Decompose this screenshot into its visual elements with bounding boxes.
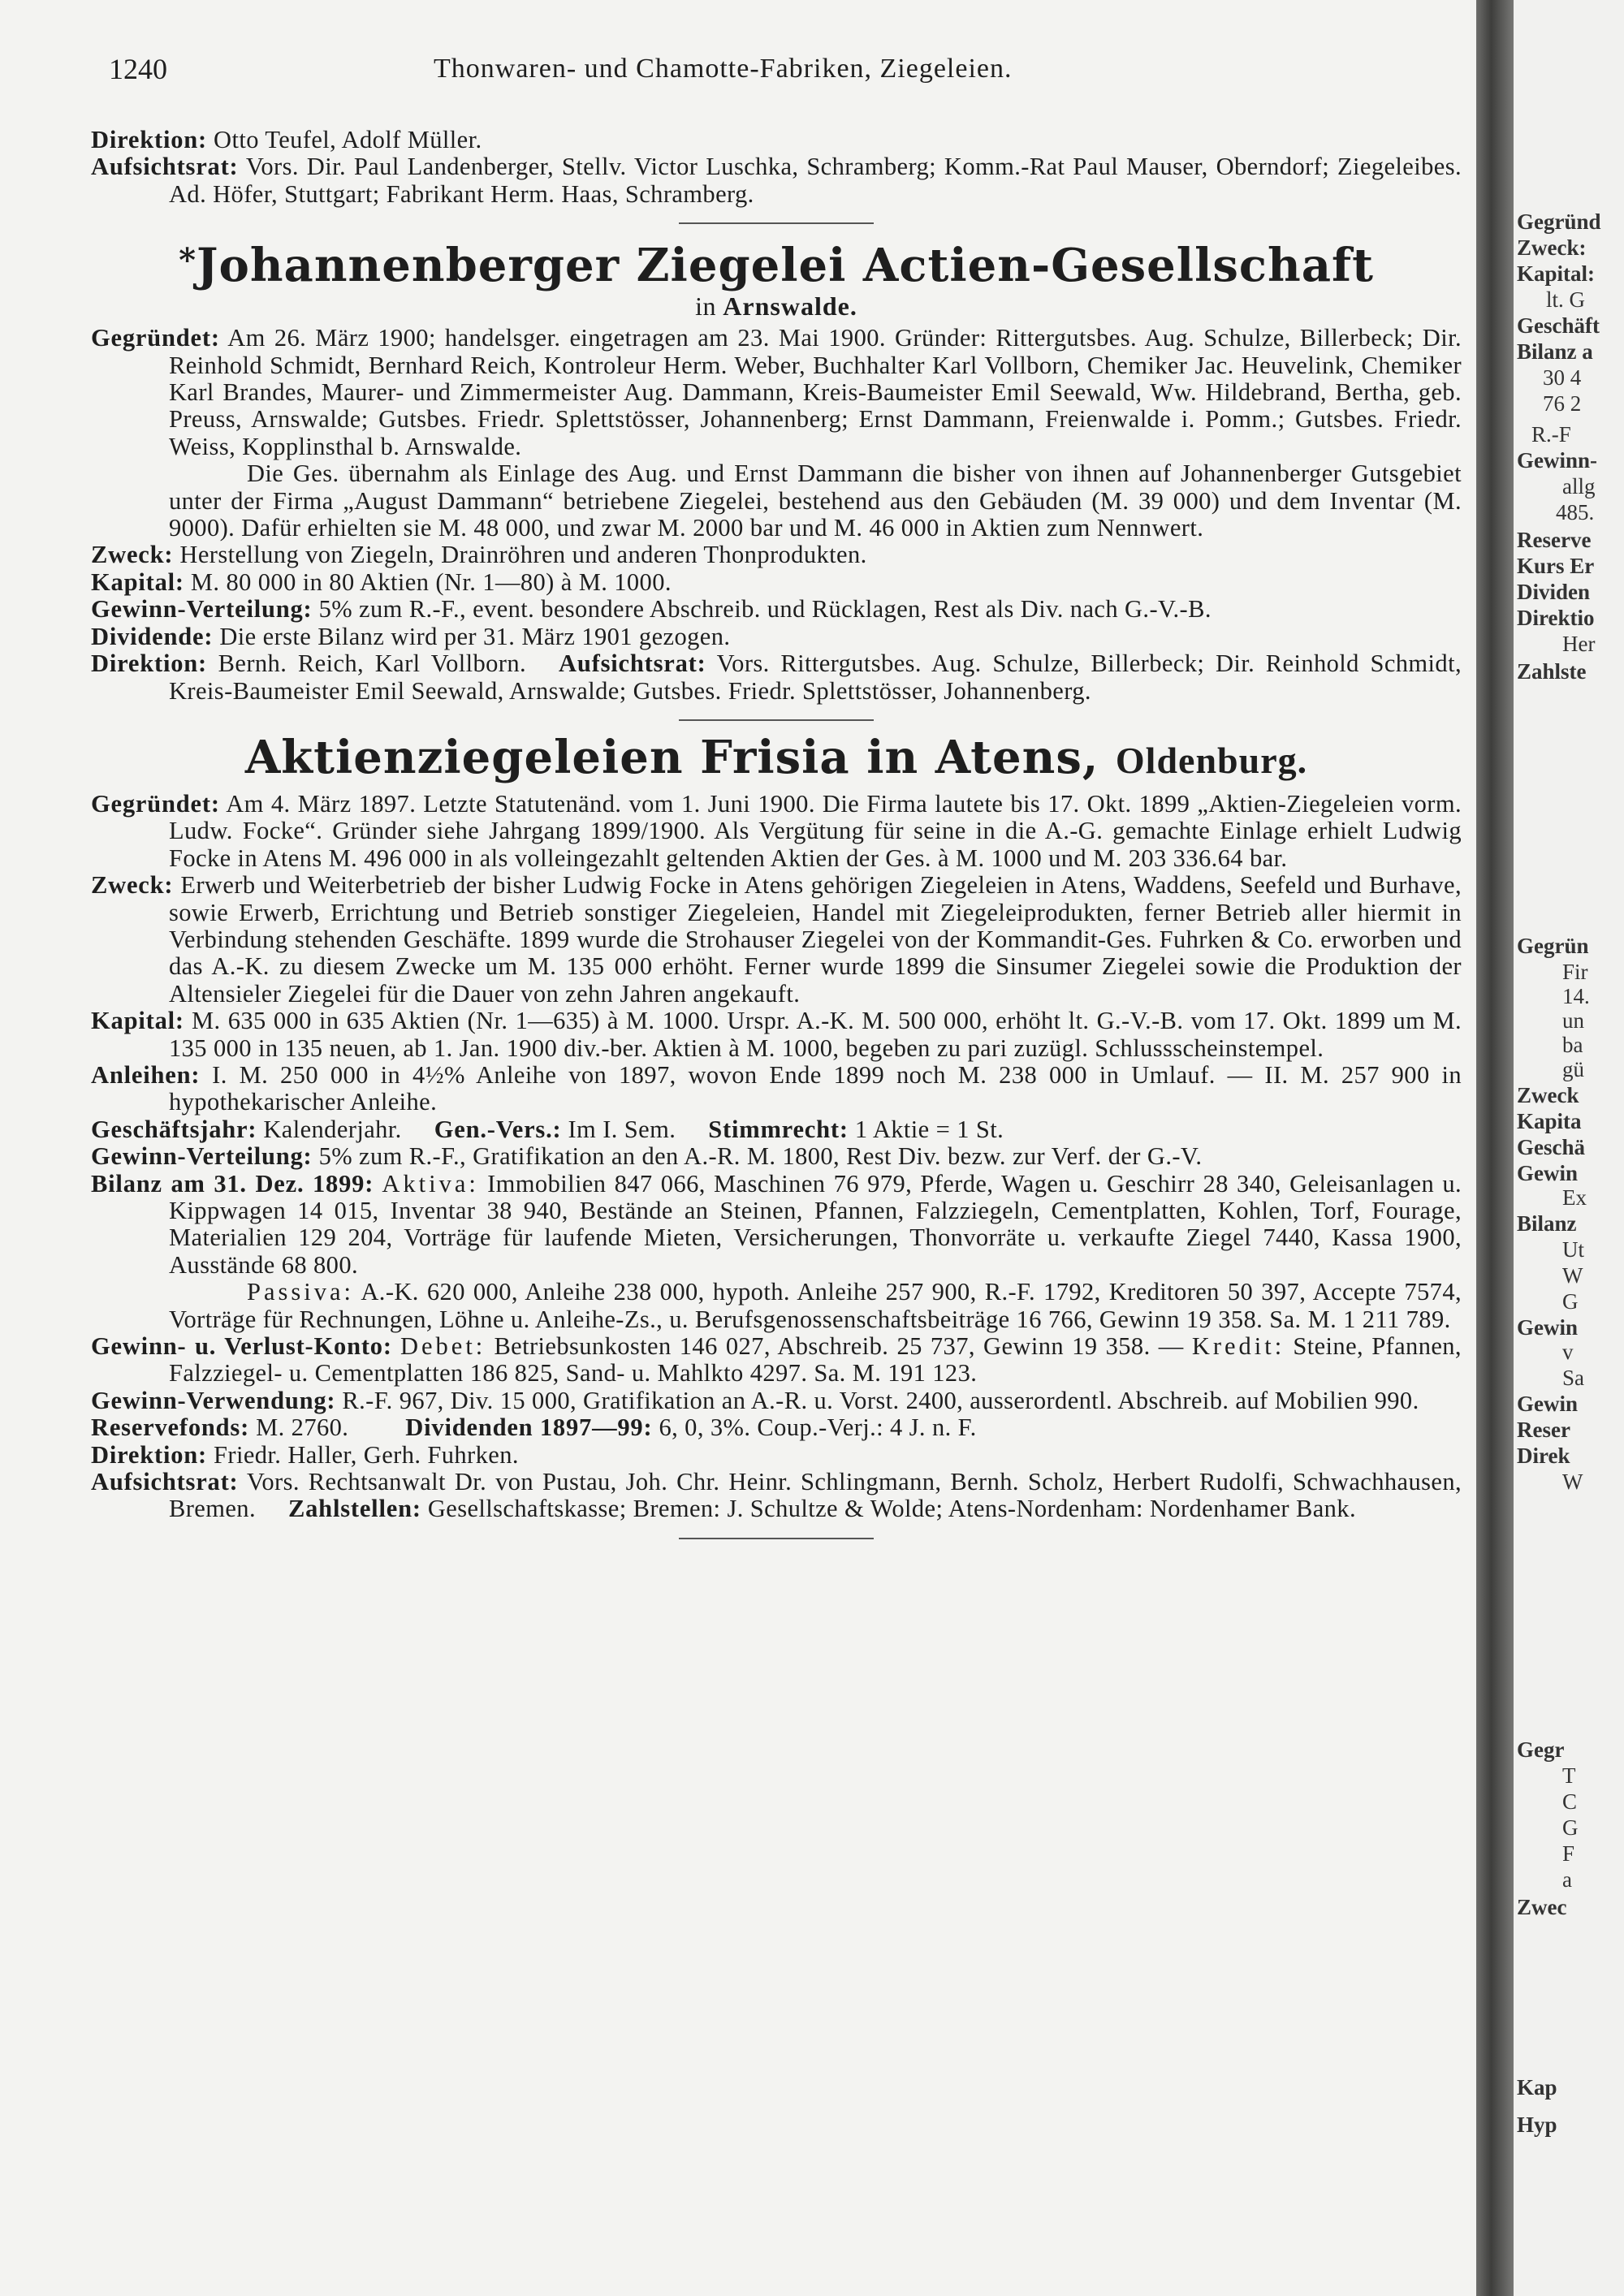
facing-page-fragment: Gegr xyxy=(1517,1737,1565,1762)
facing-page-fragment: W xyxy=(1562,1263,1583,1288)
field-label: Aufsichtsrat: xyxy=(91,153,239,181)
facing-page-fragment: allg xyxy=(1562,474,1596,498)
company-title xyxy=(91,235,1462,291)
gegruendet-entry xyxy=(91,791,1462,872)
facing-page-fragment: Gewin xyxy=(1517,1161,1579,1185)
dividende-entry xyxy=(91,624,1462,650)
field-text: Herstellung von Ziegeln, Drainröhren und anderen Thonprodukten. xyxy=(179,541,867,569)
facing-page-fragment: 485. xyxy=(1556,500,1595,524)
company-region: Oldenburg. xyxy=(1115,739,1308,781)
field-label: Gegründet: xyxy=(91,324,220,352)
facing-page-fragment: Hyp xyxy=(1517,2113,1557,2137)
kredit-label: Kredit: xyxy=(1191,1332,1285,1361)
facing-page-fragment: Bilanz xyxy=(1517,1211,1577,1236)
einlage-paragraph xyxy=(91,460,1462,542)
book-gutter xyxy=(1476,0,1514,2296)
facing-page-fragment: Fir xyxy=(1562,960,1588,984)
facing-page-fragment: Bilanz a xyxy=(1517,339,1593,364)
aufsichtsrat-entry xyxy=(91,153,1462,208)
running-title: Thonwaren- und Chamotte-Fabriken, Ziegeleien. xyxy=(434,54,1013,84)
facing-page-fragment: C xyxy=(1562,1789,1578,1814)
facing-page-fragment: Kapita xyxy=(1517,1109,1582,1133)
company-name: Johannenberger Ziegelei Actien-Gesellschaft xyxy=(196,239,1374,293)
bilanz-entry xyxy=(91,1171,1462,1280)
facing-page-fragment: Zahlste xyxy=(1517,659,1587,684)
facing-page-fragment: Reser xyxy=(1517,1418,1570,1442)
company-place xyxy=(91,291,1462,322)
direktion-entry xyxy=(91,1442,1462,1469)
field-label: Gewinn-Verteilung: xyxy=(91,1142,313,1171)
facing-page-fragment: Geschäft xyxy=(1517,313,1600,338)
field-label: Gewinn- u. Verlust-Konto: xyxy=(91,1332,392,1361)
field-text: Vors. Dir. Paul Landenberger, Stellv. Victor Luschka, Schramberg; Komm.-Rat Paul Mauser, Oberndorf; Ziegeleibes. Ad. Höfer, Stuttgart; Fabrikant Herm. Haas, Schramberg. xyxy=(169,153,1462,208)
facing-page-fragment: 76 2 xyxy=(1543,391,1582,416)
facing-page-edge xyxy=(1514,0,1624,2296)
facing-page-fragment: 14. xyxy=(1562,984,1590,1008)
facing-page-fragment: G xyxy=(1562,1815,1579,1840)
facing-page-fragment: Zwec xyxy=(1517,1895,1567,1919)
field-text: Die Ges. übernahm als Einlage des Aug. und Ernst Dammann die bisher von ihnen auf Johannenberger Gutsgebiet unter der Firma „August Dammann“ betriebene Ziegelei, bestehend aus den Gebäuden (M. 39 000) und dem Inventar (M. 9000). Dafür erhielten sie M. 48 000, und zwar M. 2000 bar und M. 46 000 in Aktien zum Nennwert. xyxy=(169,460,1462,542)
facing-page-fragment: Kapital: xyxy=(1517,261,1596,286)
anleihen-entry xyxy=(91,1062,1462,1116)
field-label: Aufsichtsrat: xyxy=(91,1468,239,1496)
field-label: Gegründet: xyxy=(91,789,220,818)
field-text: R.-F. 967, Div. 15 000, Gratifikation an A.-R. u. Vorst. 2400, ausserordentl. Abschreib. auf Mobilien 990. xyxy=(342,1386,1419,1414)
company-name: Aktienziegeleien Frisia in Atens, xyxy=(244,730,1099,784)
field-label: Dividende: xyxy=(91,622,214,650)
page-content xyxy=(91,127,1462,1551)
field-text: Am 26. März 1900; handelsger. eingetragen am 23. Mai 1900. Gründer: Rittergutsbes. Aug. Schulze, Billerbeck; Dir. Reinhold Schmidt, Bernhard Reich, Kontroleur Herm. Weber, Buchhalter Karl Vollborn, Chemiker Jac. Heuvelink, Chemiker Karl Brandes, Maurer- und Zimmermeister Aug. Dammann, Kreis-Baumeister Emil Seewald, Ww. Hildebrand, Bertha, geb. Preuss, Arnswalde; Gutsbes. Friedr. Splettstösser, Johannenberg; Ernst Dammann, Freienwalde i. Pomm.; Gutsbes. Friedr. Weiss, Kopplinsthal b. Arnswalde. xyxy=(169,324,1462,460)
company-frisia xyxy=(91,732,1462,1523)
previous-company-tail xyxy=(91,127,1462,208)
aktiva-label: Aktiva: xyxy=(382,1169,479,1198)
field-text: I. M. 250 000 in 4½% Anleihe von 1897, wovon Ende 1899 noch M. 238 000 in Umlauf. — II. M. 257 900 in hypothekarischer Anleihe. xyxy=(169,1060,1462,1116)
field-text: Vors. Rechtsanwalt Dr. von Pustau, Joh. Chr. Heinr. Schlingmann, Bernh. Scholz, Herbert Rudolfi, Schwachhausen, Bremen. xyxy=(169,1468,1462,1523)
field-text: Immobilien 847 066, Maschinen 76 979, Pferde, Wagen u. Geschirr 28 340, Geleisanlagen u. Kippwagen 14 015, Inventar 38 940, Bestände an Steinen, Pfannen, Falzziegeln, Cementplatten, Kohlen, Torf, Fourage, Materialien 129 204, Vorträge für laufende Mieten, Versicherungen, Thonvorräte u. verkaufte Ziegel 7440, Kassa 1900, Ausstände 68 800. xyxy=(169,1169,1462,1279)
passiva-label: Passiva: xyxy=(247,1278,354,1306)
field-label: Stimmrecht: xyxy=(708,1115,849,1143)
field-text: M. 2760. xyxy=(256,1413,349,1442)
company-johannenberger xyxy=(91,235,1462,705)
passiva-paragraph xyxy=(91,1279,1462,1333)
field-label: Gewinn-Verteilung: xyxy=(91,595,313,624)
facing-page-fragment: Geschä xyxy=(1517,1135,1585,1159)
field-text: Otto Teufel, Adolf Müller. xyxy=(214,126,482,153)
aufsichtsrat-entry xyxy=(91,1469,1462,1523)
field-label: Reservefonds: xyxy=(91,1413,250,1442)
geschaeftsjahr-entry xyxy=(91,1116,1462,1143)
field-text: Gesellschaftskasse; Bremen: J. Schultze & Wolde; Atens-Nordenham: Nordenhamer Bank. xyxy=(427,1495,1356,1523)
facing-page-fragment: Gegrün xyxy=(1517,934,1589,958)
facing-page-fragment: Gewin xyxy=(1517,1315,1579,1340)
place-name: Arnswalde. xyxy=(723,291,857,322)
facing-page-fragment: Zweck xyxy=(1517,1083,1579,1107)
facing-page-fragment: Direk xyxy=(1517,1444,1570,1468)
field-label: Kapital: xyxy=(91,568,184,596)
field-text: Steine, Pfannen, Falzziegel- u. Cementplatten 186 825, Sand- u. Mahlkto 4297. Sa. M. 191 123. xyxy=(169,1332,1462,1388)
field-text: Am 4. März 1897. Letzte Statutenänd. vom 1. Juni 1900. Die Firma lautete bis 17. Okt. 1899 „Aktien-Ziegeleien vorm. Ludw. Focke“. Gründer siehe Jahrgang 1899/1900. Als Vergütung für seine in die A.-G. gemachte Einlage erhielt Ludwig Focke in Atens M. 496 000 in als volleingezahlt geltenden Aktien der Ges. à M. 1000 und M. 203 336.64 bar. xyxy=(169,789,1462,872)
field-text: A.-K. 620 000, Anleihe 238 000, hypoth. Anleihe 257 900, R.-F. 1792, Kreditoren 50 397, Accepte 7574, Vorträge für Rechnungen, Löhne u. Anleihe-Zs., u. Berufsgenossenschaftsbeiträge 16 766, Gewinn 19 358. Sa. M. 1 211 789. xyxy=(169,1278,1462,1333)
field-text: M. 635 000 in 635 Aktien (Nr. 1—635) à M. 1000. Urspr. A.-K. M. 500 000, erhöht lt. G.-V.-B. vom 17. Okt. 1899 um M. 135 000 in 135 neuen, ab 1. Jan. 1900 div.-ber. Aktien à M. 1000, begeben zu pari zuzügl. Schlussscheinstempel. xyxy=(169,1007,1462,1062)
field-text: 1 Aktie = 1 St. xyxy=(854,1115,1004,1143)
field-label: Anleihen: xyxy=(91,1060,201,1089)
facing-page-fragment: G xyxy=(1562,1289,1579,1314)
kapital-entry xyxy=(91,569,1462,596)
place-prefix: in xyxy=(695,291,716,322)
facing-page-fragment: Her xyxy=(1562,632,1596,656)
facing-page-fragment: Sa xyxy=(1562,1366,1584,1390)
facing-page-fragment: a xyxy=(1562,1867,1572,1892)
facing-page-fragment: Ex xyxy=(1562,1185,1587,1210)
gewinn-verteilung-entry xyxy=(91,1143,1462,1170)
facing-page-fragment: Kap xyxy=(1517,2075,1557,2100)
field-text: Betriebsunkosten 146 027, Abschreib. 25 737, Gewinn 19 358. — xyxy=(494,1332,1184,1361)
field-label: Direktion: xyxy=(91,1440,207,1469)
section-divider xyxy=(679,222,874,224)
field-label: Zahlstellen: xyxy=(287,1495,421,1523)
facing-page-fragment: F xyxy=(1562,1841,1575,1866)
gewinn-verlust-entry xyxy=(91,1333,1462,1388)
field-text: 5% zum R.-F., Gratifikation an den A.-R. M. 1800, Rest Div. bezw. zur Verf. der G.-V. xyxy=(318,1142,1203,1171)
direktion-aufsichtsrat-entry xyxy=(91,650,1462,705)
section-divider xyxy=(679,719,874,721)
facing-page-fragment: v xyxy=(1562,1340,1574,1364)
facing-page-fragment: R.-F xyxy=(1531,422,1571,447)
facing-page-fragment: T xyxy=(1562,1763,1576,1788)
field-text: Bernh. Reich, Karl Vollborn. xyxy=(218,650,527,678)
facing-page-fragment: ba xyxy=(1562,1033,1583,1057)
facing-page-fragment: Dividen xyxy=(1517,580,1591,604)
field-label: Dividenden 1897—99: xyxy=(405,1413,653,1442)
field-label: Direktion: xyxy=(91,650,207,678)
field-label: Bilanz am 31. Dez. 1899: xyxy=(91,1169,374,1198)
field-text: Kalenderjahr. xyxy=(263,1115,402,1143)
facing-page-fragment: Zweck: xyxy=(1517,235,1587,260)
facing-page-fragment: gü xyxy=(1562,1057,1584,1081)
zweck-entry xyxy=(91,872,1462,1008)
field-text: 6, 0, 3%. Coup.-Verj.: 4 J. n. F. xyxy=(659,1413,977,1442)
running-head xyxy=(109,52,1449,93)
direktion-entry xyxy=(91,127,1462,153)
gewinn-verteilung-entry xyxy=(91,596,1462,623)
debet-label: Debet: xyxy=(400,1332,486,1361)
facing-page-fragment: Kurs Er xyxy=(1517,554,1595,578)
facing-page-fragment: Ut xyxy=(1562,1237,1584,1262)
gegruendet-entry xyxy=(91,325,1462,460)
field-label: Zweck: xyxy=(91,541,174,569)
field-label: Gewinn-Verwendung: xyxy=(91,1386,336,1414)
facing-page-fragment: Reserve xyxy=(1517,528,1592,552)
field-text: Friedr. Haller, Gerh. Fuhrken. xyxy=(214,1440,519,1469)
field-text: Vors. Rittergutsbes. Aug. Schulze, Billerbeck; Dir. Reinhold Schmidt, Kreis-Baumeister Emil Seewald, Arnswalde; Gutsbes. Friedr. Splettstösser, Johannenberg. xyxy=(169,650,1462,705)
new-entry-asterisk: * xyxy=(179,241,197,280)
field-label: Geschäftsjahr: xyxy=(91,1115,257,1143)
field-label: Direktion: xyxy=(91,126,207,153)
page-number: 1240 xyxy=(109,53,167,85)
company-title xyxy=(91,732,1462,786)
field-label: Aufsichtsrat: xyxy=(559,650,706,678)
kapital-entry xyxy=(91,1008,1462,1062)
gewinn-verwendung-entry xyxy=(91,1388,1462,1414)
facing-page-fragment: W xyxy=(1562,1470,1583,1494)
facing-page-fragment: 30 4 xyxy=(1543,365,1582,390)
field-text: Erwerb und Weiterbetrieb der bisher Ludwig Focke in Atens gehörigen Ziegeleien in Atens, Waddens, Seefeld und Burhave, sowie Erwerb, Errichtung und Betrieb sonstiger Ziegeleien, Handel mit Ziegeleiprodukten, ferner Betrieb aller hiermit in Verbindung stehenden Geschäfte. 1899 wurde die Strohauser Ziegelei von der Kommandit-Ges. Fuhrken & Co. erworben und das A.-K. zu diesem Zwecke um M. 135 000 erhöht. Ferner wurde 1899 die Sinsumer Ziegelei sowie die Produktion der Altensieler Ziegelei für die Dauer von zehn Jahren angekauft. xyxy=(169,871,1462,1008)
reservefonds-entry xyxy=(91,1414,1462,1441)
facing-page-fragment: un xyxy=(1562,1008,1584,1033)
field-text: M. 80 000 in 80 Aktien (Nr. 1—80) à M. 1000. xyxy=(190,568,672,596)
field-text: 5% zum R.-F., event. besondere Abschreib. und Rücklagen, Rest als Div. nach G.-V.-B. xyxy=(318,595,1212,624)
zweck-entry xyxy=(91,542,1462,568)
facing-page-fragment: Gewinn- xyxy=(1517,448,1598,473)
facing-page-fragment: Gegründ xyxy=(1517,209,1601,234)
facing-page-fragment: lt. G xyxy=(1546,287,1586,312)
facing-page-fragment: Gewin xyxy=(1517,1392,1579,1416)
field-text: Die erste Bilanz wird per 31. März 1901 gezogen. xyxy=(219,622,731,650)
field-label: Kapital: xyxy=(91,1007,184,1035)
section-divider xyxy=(679,1538,874,1539)
facing-page-fragment: Direktio xyxy=(1517,606,1595,630)
field-label: Gen.-Vers.: xyxy=(434,1115,562,1143)
field-text: Im I. Sem. xyxy=(568,1115,676,1143)
field-label: Zweck: xyxy=(91,871,174,900)
